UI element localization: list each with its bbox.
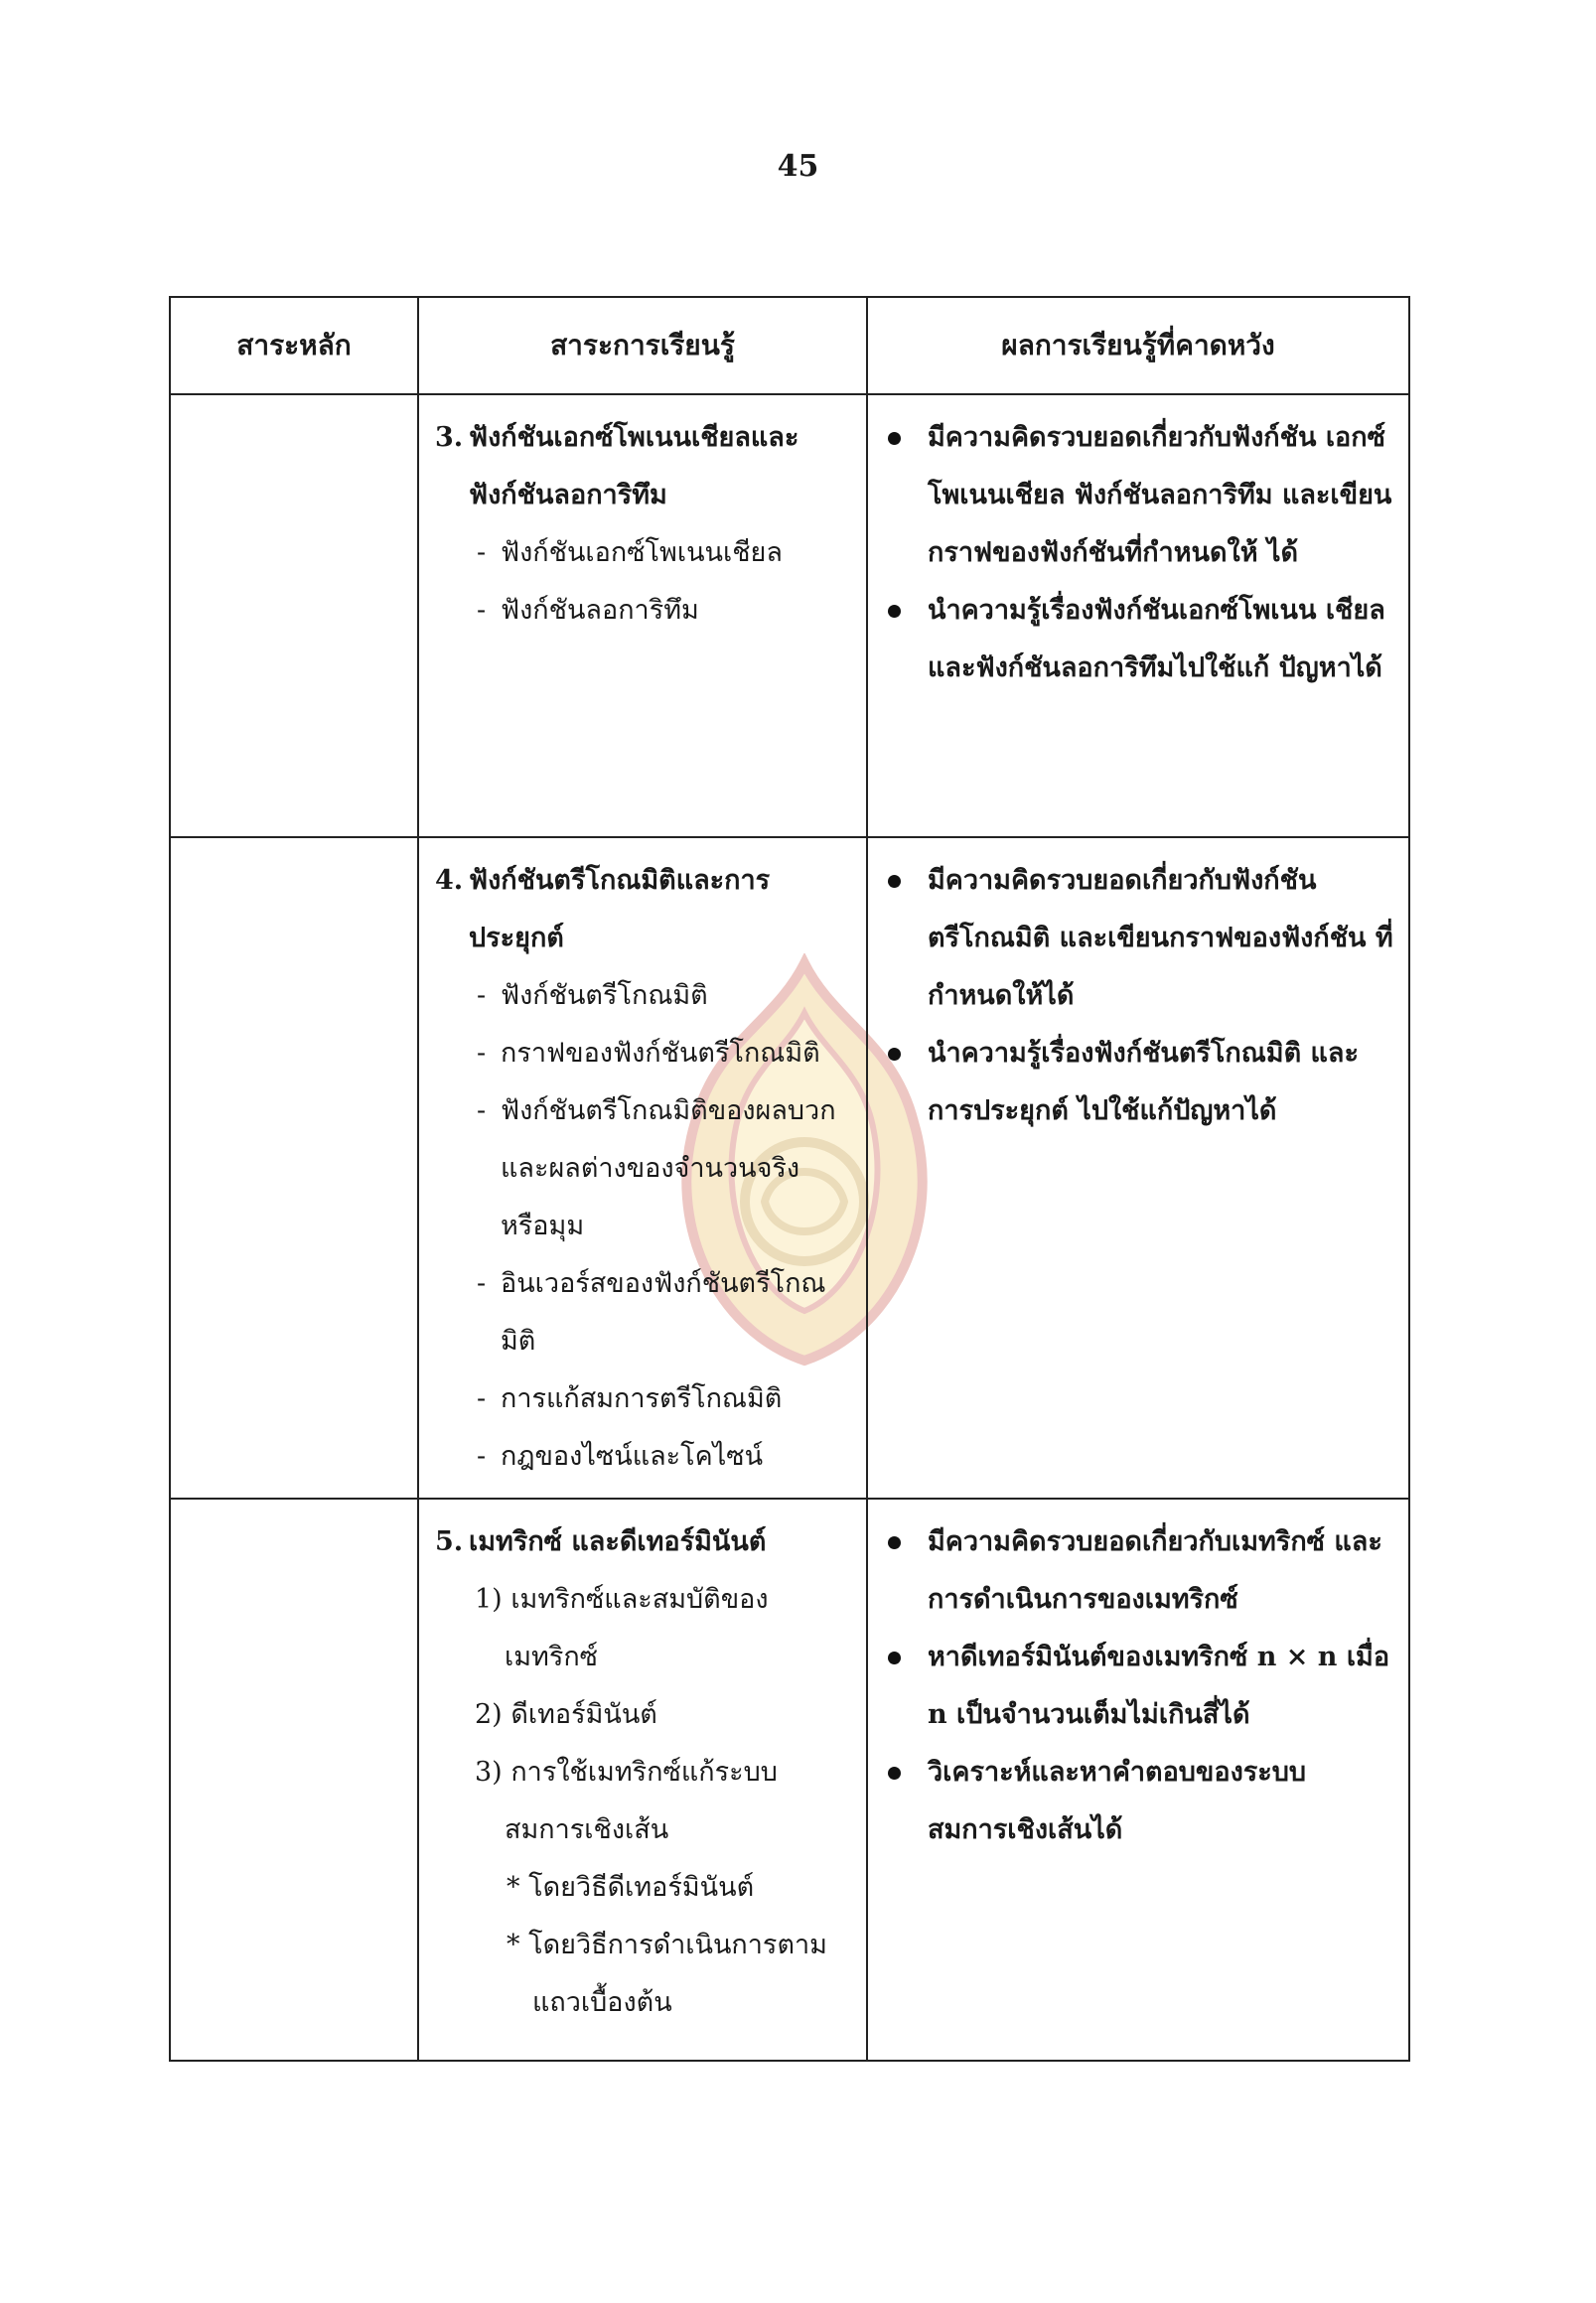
method-item: * โดยวิธีดีเทอร์มินันต์	[507, 1872, 755, 1903]
subtopic-item: - ฟังก์ชันตรีโกณมิติ	[435, 967, 854, 1025]
header-expected-outcomes: ผลการเรียนรู้ที่คาดหวัง	[867, 297, 1409, 394]
outcomes-cell	[867, 1499, 1409, 2061]
learning-content-cell	[418, 394, 867, 837]
learning-content-cell	[418, 837, 867, 1499]
bullet-icon	[882, 1629, 928, 1744]
subtopic-item: - ฟังก์ชันลอการิทึม	[435, 582, 854, 640]
topic-number: 5.	[435, 1526, 464, 1557]
subtopic-number: 2)	[475, 1699, 503, 1730]
subtopic-continuation: สมการเชิงเส้น	[505, 1814, 669, 1845]
page-number: 45	[777, 149, 819, 184]
outcome-item	[882, 1629, 1394, 1744]
topic-number: 4.	[435, 865, 464, 896]
subtopic-item: - กราฟของฟังก์ชันตรีโกณมิติ	[435, 1025, 854, 1082]
header-main-content: สาระหลัก	[170, 297, 418, 394]
outcome-item	[882, 1025, 1394, 1140]
topic-title-line: ฟังก์ชันเอกซ์โพเนนเชียลและ	[469, 422, 799, 453]
header-learning-content: สาระการเรียนรู้	[418, 297, 867, 394]
topic-title-line: ฟังก์ชันลอการิทึม	[469, 480, 667, 510]
topic-title-line: ประยุกต์	[469, 923, 564, 953]
main-content-cell	[170, 1499, 418, 2061]
subtopic-text: ฟังก์ชันตรีโกณมิติของผลบวก และผลต่างของจำนวนจริง หรือมุม	[501, 1095, 836, 1241]
outcome-item	[882, 1513, 1394, 1629]
bullet-icon	[882, 1025, 928, 1140]
outcome-item	[882, 409, 1394, 582]
learning-content-cell	[418, 1499, 867, 2061]
subtopic-number: 3)	[475, 1757, 503, 1788]
topic-title	[435, 852, 854, 967]
outcome-text: มีความคิดรวบยอดเกี่ยวกับฟังก์ชัน ตรีโกณมิติ และเขียนกราฟของฟังก์ชัน ที่กำหนดให้ได้	[928, 865, 1393, 1011]
subtopic-text: ฟังก์ชันเอกซ์โพเนนเชียล	[501, 537, 783, 568]
subtopic-text: ฟังก์ชันตรีโกณมิติ	[501, 980, 708, 1011]
outcome-item	[882, 852, 1394, 1025]
topic-title	[435, 409, 854, 524]
topic-number: 3.	[435, 422, 464, 453]
outcome-text: วิเคราะห์และหาคำตอบของระบบ สมการเชิงเส้นได้	[928, 1757, 1307, 1845]
table-row	[170, 394, 1409, 837]
table-header-row	[170, 297, 1409, 394]
subtopic-text: เมทริกซ์และสมบัติของ	[510, 1584, 769, 1615]
outcome-text: หาดีเทอร์มินันต์ของเมทริกซ์ n × n เมื่อ n เป็นจำนวนเต็มไม่เกินสี่ได้	[928, 1642, 1390, 1730]
bullet-icon	[882, 852, 928, 1025]
outcome-text: มีความคิดรวบยอดเกี่ยวกับฟังก์ชัน เอกซ์โพเนนเชียล ฟังก์ชันลอการิทึม และเขียนกราฟของฟังก์ชันที่กำหนดให้ ได้	[928, 422, 1392, 568]
numbered-subtopic	[435, 1686, 854, 1744]
method-item: * โดยวิธีการดำเนินการตาม	[507, 1930, 827, 1960]
bullet-icon	[882, 409, 928, 582]
subtopic-number: 1)	[475, 1584, 503, 1615]
bullet-icon	[882, 582, 928, 697]
outcomes-cell	[867, 837, 1409, 1499]
subtopic-item: - กฎของไซน์และโคไซน์	[435, 1428, 854, 1486]
subtopic-item: - อินเวอร์สของฟังก์ชันตรีโกณ มิติ	[435, 1255, 854, 1370]
subtopic-text: กฎของไซน์และโคไซน์	[501, 1441, 764, 1472]
bullet-icon	[882, 1513, 928, 1629]
outcome-item	[882, 582, 1394, 697]
numbered-subtopic	[435, 1571, 854, 1629]
outcome-text: นำความรู้เรื่องฟังก์ชันเอกซ์โพเนน เชียลและฟังก์ชันลอการิทึมไปใช้แก้ ปัญหาได้	[928, 595, 1385, 683]
outcomes-cell	[867, 394, 1409, 837]
method-continuation: แถวเบื้องต้น	[532, 1987, 672, 2018]
outcome-item	[882, 1744, 1394, 1859]
table-row	[170, 1499, 1409, 2061]
subtopic-item: - ฟังก์ชันเอกซ์โพเนนเชียล	[435, 524, 854, 582]
topic-title	[435, 1513, 854, 1571]
numbered-subtopic	[435, 1744, 854, 1801]
table-row	[170, 837, 1409, 1499]
subtopic-continuation: เมทริกซ์	[505, 1642, 598, 1672]
outcome-text: นำความรู้เรื่องฟังก์ชันตรีโกณมิติ และ การประยุกต์ ไปใช้แก้ปัญหาได้	[928, 1038, 1359, 1126]
main-content-cell	[170, 837, 418, 1499]
subtopic-item: - การแก้สมการตรีโกณมิติ	[435, 1370, 854, 1428]
subtopic-text: ดีเทอร์มินันต์	[510, 1699, 657, 1730]
topic-title-line: เมทริกซ์ และดีเทอร์มินันต์	[469, 1526, 767, 1557]
topic-title-line: ฟังก์ชันตรีโกณมิติและการ	[469, 865, 771, 896]
subtopic-text: กราฟของฟังก์ชันตรีโกณมิติ	[501, 1038, 820, 1069]
subtopic-item: - ฟังก์ชันตรีโกณมิติของผลบวก และผลต่างของจำนวนจริง หรือมุม	[435, 1082, 854, 1255]
subtopic-text: อินเวอร์สของฟังก์ชันตรีโกณ มิติ	[501, 1268, 826, 1357]
subtopic-text: การแก้สมการตรีโกณมิติ	[501, 1383, 783, 1414]
main-content-cell	[170, 394, 418, 837]
outcome-text: มีความคิดรวบยอดเกี่ยวกับเมทริกซ์ และการดำเนินการของเมทริกซ์	[928, 1526, 1382, 1615]
subtopic-text: ฟังก์ชันลอการิทึม	[501, 595, 699, 626]
subtopic-text: การใช้เมทริกซ์แก้ระบบ	[510, 1757, 778, 1788]
curriculum-table	[169, 296, 1410, 2062]
bullet-icon	[882, 1744, 928, 1859]
